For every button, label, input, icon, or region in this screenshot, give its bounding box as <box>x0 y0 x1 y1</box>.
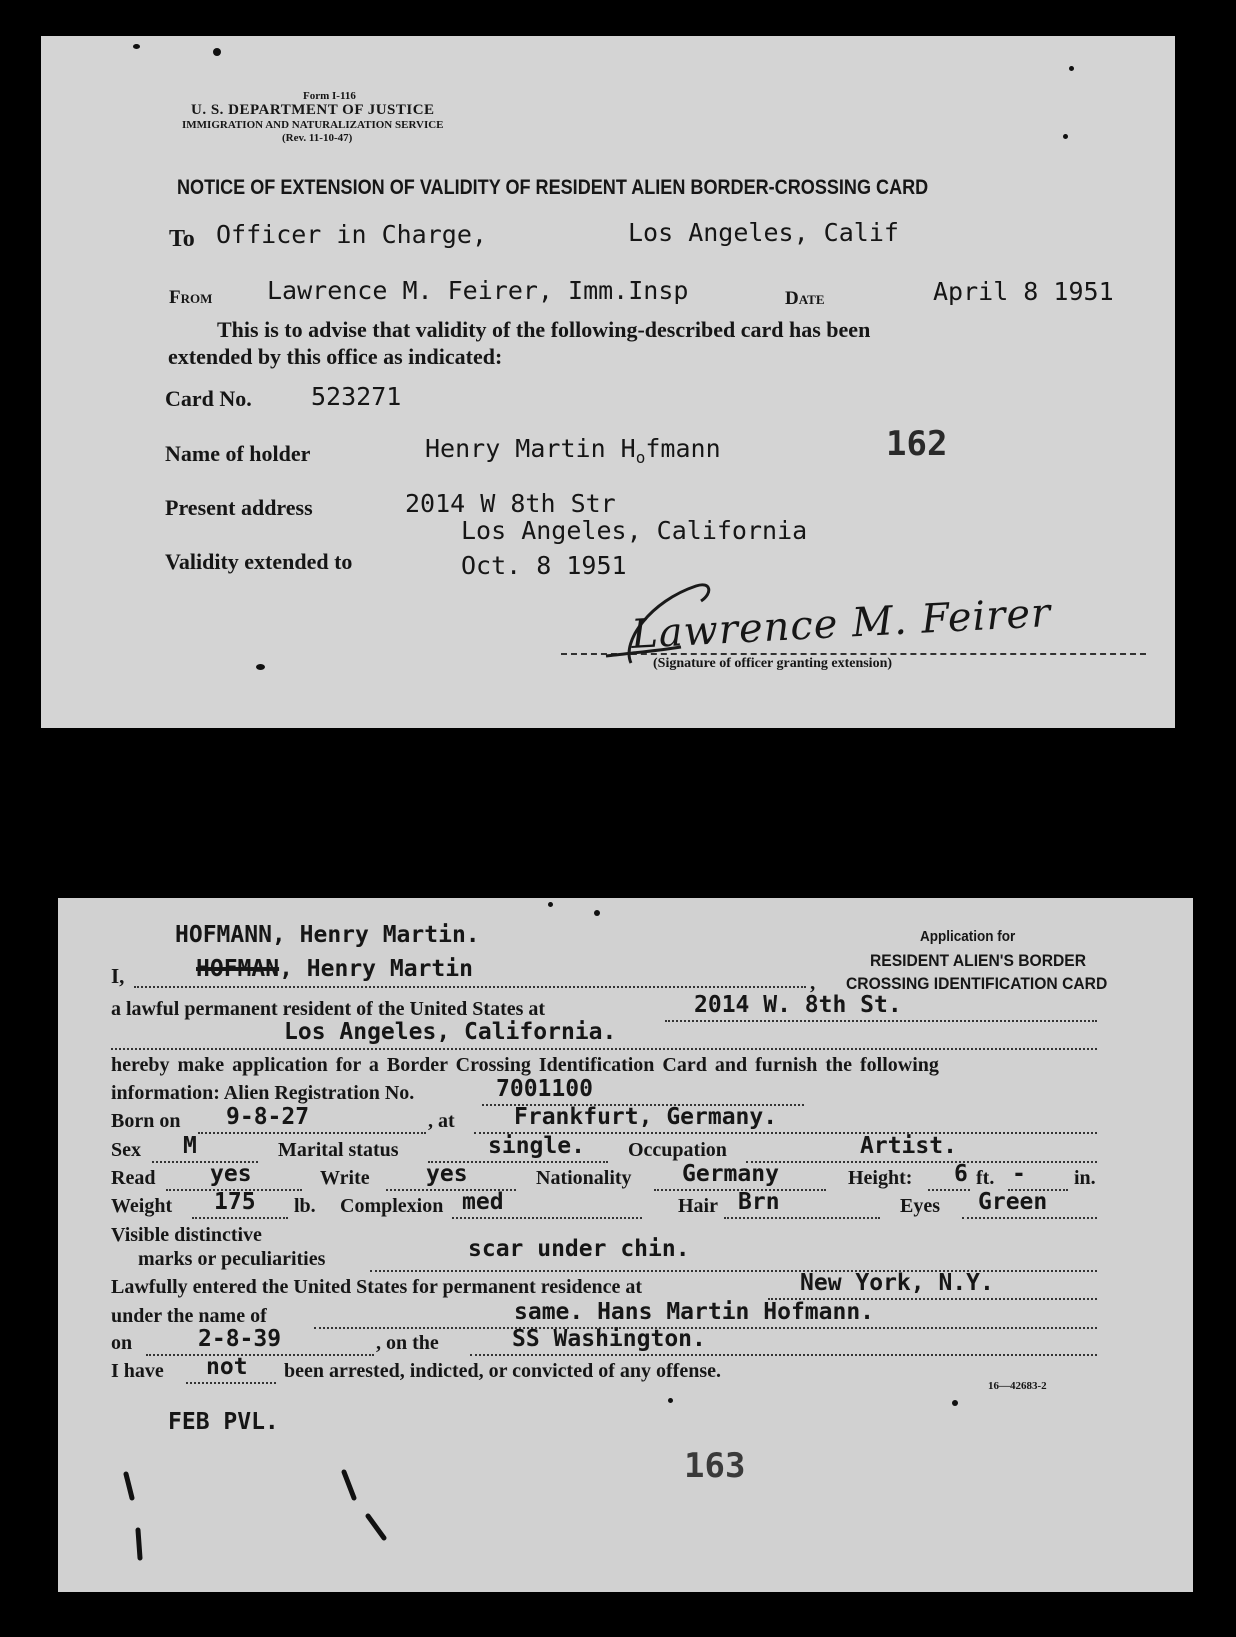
date-value: April 8 1951 <box>933 277 1114 306</box>
complexion-label: Complexion <box>340 1195 444 1217</box>
sex-label: Sex <box>111 1139 141 1161</box>
notice-title: NOTICE OF EXTENSION OF VALIDITY OF RESIDENT ALIEN BORDER-CROSSING CARD <box>177 176 929 199</box>
card-no-value: 523271 <box>311 382 402 411</box>
validity-label: Validity extended to <box>165 549 353 574</box>
entry-date: 2-8-39 <box>198 1326 282 1352</box>
signature-text: Lawrence M. Feirer <box>630 590 1053 658</box>
name-comma: , <box>810 970 816 994</box>
hereby-text-line2: information: Alien Registration No. <box>111 1082 415 1104</box>
at-label: , at <box>428 1110 455 1132</box>
marital-value: single. <box>488 1133 585 1159</box>
residence-address-line2: Los Angeles, California. <box>284 1019 617 1045</box>
on-label: on <box>111 1332 133 1354</box>
birth-date: 9-8-27 <box>226 1104 310 1130</box>
port-of-entry: New York, N.Y. <box>800 1270 994 1296</box>
hair-label: Hair <box>678 1195 718 1217</box>
eyes-value: Green <box>978 1189 1048 1215</box>
height-feet: 6 <box>954 1161 968 1187</box>
eyes-rule <box>962 1217 1097 1219</box>
marital-label: Marital status <box>278 1139 399 1161</box>
height-ft-rule <box>928 1189 970 1191</box>
service-name: IMMIGRATION AND NATURALIZATION SERVICE <box>182 119 444 131</box>
notice-body-line1: This is to advise that validity of the following-described card has been <box>217 317 871 342</box>
date-label: Date <box>785 288 825 309</box>
hereby-text-line1: hereby make application for a Border Crossing Identification Card and furnish the following <box>111 1054 939 1076</box>
visible-marks-label-line1: Visible distinctive <box>111 1224 262 1246</box>
read-label: Read <box>111 1167 156 1189</box>
print-code: 16—42683-2 <box>988 1380 1047 1392</box>
under-name-label: under the name of <box>111 1305 267 1327</box>
ship-name: SS Washington. <box>512 1326 706 1352</box>
occupation-value: Artist. <box>860 1133 957 1159</box>
extension-notice-card <box>41 36 1175 728</box>
nationality-value: Germany <box>682 1161 779 1187</box>
weight-rule <box>192 1217 288 1219</box>
page-number-stamp-2: 163 <box>684 1446 746 1486</box>
height-label: Height: <box>848 1167 913 1189</box>
eyes-label: Eyes <box>900 1195 940 1217</box>
address-line1: 2014 W 8th Str <box>405 489 616 518</box>
visible-marks-label-line2: marks or peculiarities <box>138 1248 326 1270</box>
arrest-value: not <box>206 1354 248 1380</box>
entry-date-rule <box>146 1354 374 1356</box>
height-inches: - <box>1012 1161 1026 1187</box>
i-label: I, <box>111 964 125 988</box>
born-rule <box>198 1132 426 1134</box>
applicant-heading-name: HOFMANN, Henry Martin. <box>175 922 480 948</box>
address-label: Present address <box>165 495 313 520</box>
to-label: To <box>169 226 195 252</box>
write-value: yes <box>426 1161 468 1187</box>
signature-caption: (Signature of officer granting extension) <box>653 656 893 671</box>
distinctive-marks-value: scar under chin. <box>468 1236 690 1262</box>
notice-body-line2: extended by this office as indicated: <box>168 344 503 369</box>
ship-rule <box>470 1354 1097 1356</box>
hair-value: Brn <box>738 1189 780 1215</box>
applicant-name: HOFMAN, Henry Martin <box>196 956 473 982</box>
read-value: yes <box>210 1161 252 1187</box>
write-label: Write <box>320 1167 370 1189</box>
arrest-rule <box>186 1382 276 1384</box>
entered-text: Lawfully entered the United States for permanent residence at <box>111 1276 643 1298</box>
sex-value: M <box>183 1133 197 1159</box>
occupation-label: Occupation <box>628 1139 727 1161</box>
holder-value: Henry Martin $H_ofmann$ <box>425 434 721 467</box>
form-heading-line2: RESIDENT ALIEN'S BORDER <box>870 951 1087 970</box>
revision-date: (Rev. 11-10-47) <box>282 132 353 144</box>
resident-text: a lawful permanent resident of the United States at <box>111 998 546 1020</box>
footer-note: FEB PVL. <box>168 1409 279 1435</box>
inches-label: in. <box>1074 1167 1096 1189</box>
address-line2-rule <box>111 1048 1097 1050</box>
validity-value: Oct. 8 1951 <box>461 551 627 580</box>
arrest-pre: I have <box>111 1360 164 1382</box>
feet-label: ft. <box>976 1167 995 1189</box>
application-card <box>58 898 1193 1592</box>
born-label: Born on <box>111 1110 181 1132</box>
pound-label: lb. <box>294 1195 316 1217</box>
on-the-label: , on the <box>376 1332 439 1354</box>
alien-registration-number: 7001100 <box>496 1076 593 1102</box>
complexion-value: med <box>462 1189 504 1215</box>
to-location: Los Angeles, Calif <box>628 218 899 247</box>
address-line1-rule <box>665 1020 1097 1022</box>
entry-name-value: same. Hans Martin Hofmann. <box>514 1299 875 1325</box>
form-heading-line3: CROSSING IDENTIFICATION CARD <box>846 974 1108 993</box>
page-number-stamp: 162 <box>886 424 948 464</box>
occupation-rule <box>746 1161 1097 1163</box>
card-no-label: Card No. <box>165 386 252 411</box>
from-value: Lawrence M. Feirer, Imm.Insp <box>267 276 689 305</box>
weight-value: 175 <box>214 1189 256 1215</box>
form-number: Form I-116 <box>303 90 356 102</box>
weight-label: Weight <box>111 1195 173 1217</box>
to-value: Officer in Charge, <box>216 220 487 249</box>
complexion-rule <box>452 1217 642 1219</box>
arrest-statement: been arrested, indicted, or convicted of any offense. <box>284 1360 721 1382</box>
birth-place: Frankfurt, Germany. <box>514 1104 778 1130</box>
hair-rule <box>724 1217 880 1219</box>
from-label: From <box>169 287 213 308</box>
name-line <box>134 986 806 988</box>
department-name: U. S. DEPARTMENT OF JUSTICE <box>191 102 435 118</box>
address-line2: Los Angeles, California <box>461 516 808 545</box>
residence-address-line1: 2014 W. 8th St. <box>694 992 902 1018</box>
form-heading-line1: Application for <box>920 928 1016 945</box>
holder-label: Name of holder <box>165 441 311 466</box>
nationality-label: Nationality <box>536 1167 632 1189</box>
staple-marks <box>118 1468 408 1578</box>
